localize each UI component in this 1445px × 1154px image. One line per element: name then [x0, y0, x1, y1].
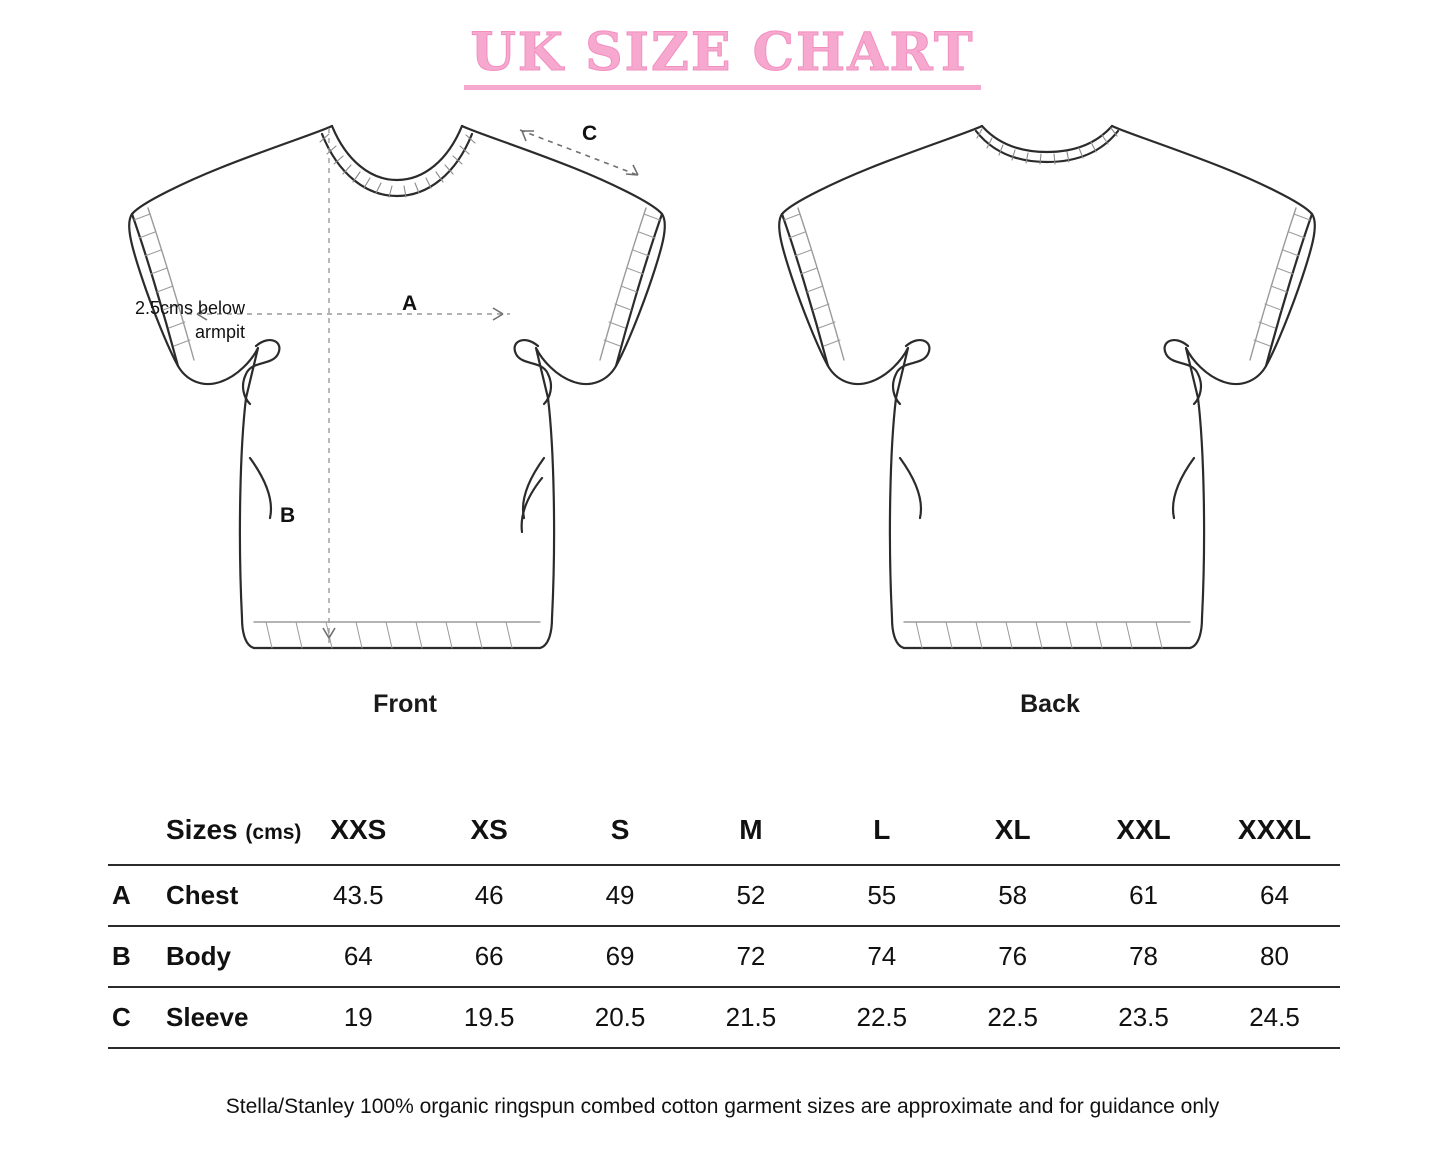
header-size-m: M — [686, 800, 817, 865]
sleeve-xl: 22.5 — [987, 1002, 1038, 1032]
sleeve-m: 21.5 — [725, 1002, 777, 1032]
header-size-s: S — [555, 800, 686, 865]
body-xs: 66 — [474, 941, 504, 971]
body-xl: 76 — [998, 941, 1028, 971]
body-xxl: 78 — [1129, 941, 1159, 971]
page-title: UK SIZE CHART — [464, 26, 980, 90]
header-size-l: L — [816, 800, 947, 865]
marker-b-label: B — [280, 503, 296, 527]
size-table-container — [108, 800, 1340, 1049]
sleeve-xxxl: 24.5 — [1249, 1002, 1300, 1032]
row-letter-b: B — [112, 941, 131, 971]
size-table-header-row — [108, 800, 1340, 865]
size-table-head — [108, 800, 1340, 865]
armpit-note — [95, 296, 245, 345]
chest-xs: 46 — [474, 880, 504, 910]
armpit-note-line2: armpit — [194, 321, 245, 342]
front-view-caption: Front — [373, 689, 437, 718]
row-letter-a: A — [112, 880, 131, 910]
row-letter-c: C — [112, 1002, 131, 1032]
chest-s: 49 — [605, 880, 635, 910]
chest-l: 55 — [867, 880, 897, 910]
table-row — [108, 987, 1340, 1048]
sleeve-l: 22.5 — [856, 1002, 908, 1032]
header-letter-spacer — [108, 800, 162, 865]
row-name-body: Body — [166, 941, 231, 971]
header-size-xxxl: XXXL — [1209, 800, 1340, 865]
sleeve-xxs: 19 — [343, 1002, 373, 1032]
sleeve-xxl: 23.5 — [1118, 1002, 1169, 1032]
header-size-xs: XS — [424, 800, 555, 865]
armpit-note-line1: 2.5cms below — [134, 297, 245, 318]
back-view-caption: Back — [1020, 689, 1080, 718]
title-container — [0, 0, 1445, 90]
body-xxxl: 80 — [1260, 941, 1289, 971]
body-s: 69 — [605, 941, 635, 971]
header-sizes-label — [162, 800, 302, 865]
body-m: 72 — [736, 941, 766, 971]
chest-xxs: 43.5 — [333, 880, 384, 910]
chest-xxl: 61 — [1129, 880, 1159, 910]
body-l: 74 — [867, 941, 897, 971]
chest-xxxl: 64 — [1260, 880, 1289, 910]
header-size-xxl: XXL — [1078, 800, 1209, 865]
chest-xl: 58 — [998, 880, 1028, 910]
tshirt-back-illustration — [720, 98, 1360, 678]
sleeve-s: 20.5 — [594, 1002, 646, 1032]
footnote: Stella/Stanley 100% organic ringspun combed cotton garment sizes are approximate and for guidance only — [225, 1095, 1220, 1118]
sizes-word: Sizes — [166, 814, 238, 845]
table-row — [108, 926, 1340, 987]
garment-illustration-area — [0, 98, 1445, 718]
table-row — [108, 865, 1340, 926]
sleeve-xs: 19.5 — [463, 1002, 515, 1032]
size-table-body — [108, 865, 1340, 1048]
row-name-sleeve: Sleeve — [166, 1002, 249, 1032]
header-size-xxs: XXS — [293, 800, 424, 865]
row-name-chest: Chest — [166, 880, 239, 910]
chest-m: 52 — [736, 880, 766, 910]
header-size-xl: XL — [947, 800, 1078, 865]
marker-a-label: A — [402, 291, 418, 315]
marker-c-label: C — [582, 121, 598, 145]
body-xxs: 64 — [343, 941, 373, 971]
size-table — [108, 800, 1340, 1049]
tshirt-front-illustration — [70, 98, 710, 678]
sizes-units: (cms) — [245, 821, 302, 844]
